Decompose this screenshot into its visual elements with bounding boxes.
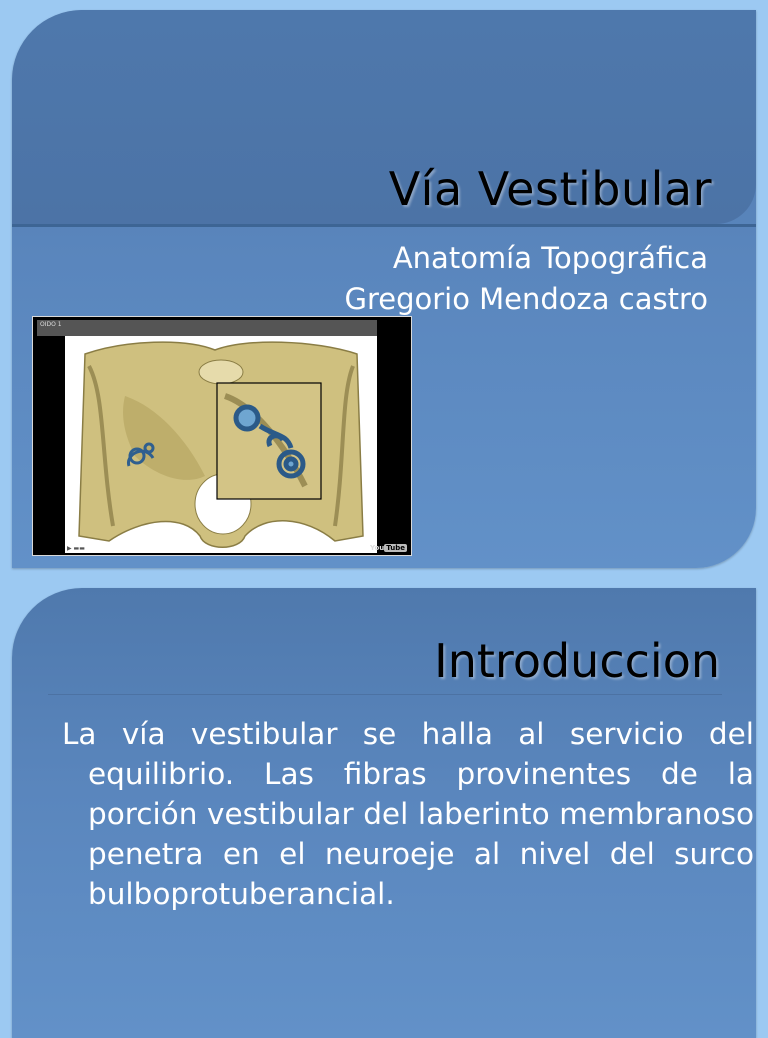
ear-anatomy-image [65,336,377,553]
video-frame [65,336,377,553]
video-controls[interactable]: ▶ ▬▬ [67,545,85,552]
video-thumbnail[interactable] [32,316,412,556]
youtube-logo-icon: You Tube [370,544,405,552]
slide-title: Vía Vestibular [388,162,712,216]
slide-2 [12,588,756,1038]
slide-subtitle [344,238,708,320]
title-divider [48,694,722,695]
subtitle-line-2: Gregorio Mendoza castro [344,282,708,316]
slide-title: Introduccion [434,634,720,688]
slide-1 [12,10,756,568]
video-title: OIDO 1 [40,321,62,328]
slide-body-text: La vía vestibular se halla al servicio del equilibrio. Las fibras provinentes de la porción vestibular del laberinto membranoso penetra en el neuroeje al nivel del surco bulboprotuberancial. [62,717,754,911]
video-title-bar [37,320,377,336]
subtitle-line-1: Anatomía Topográfica [392,241,708,275]
